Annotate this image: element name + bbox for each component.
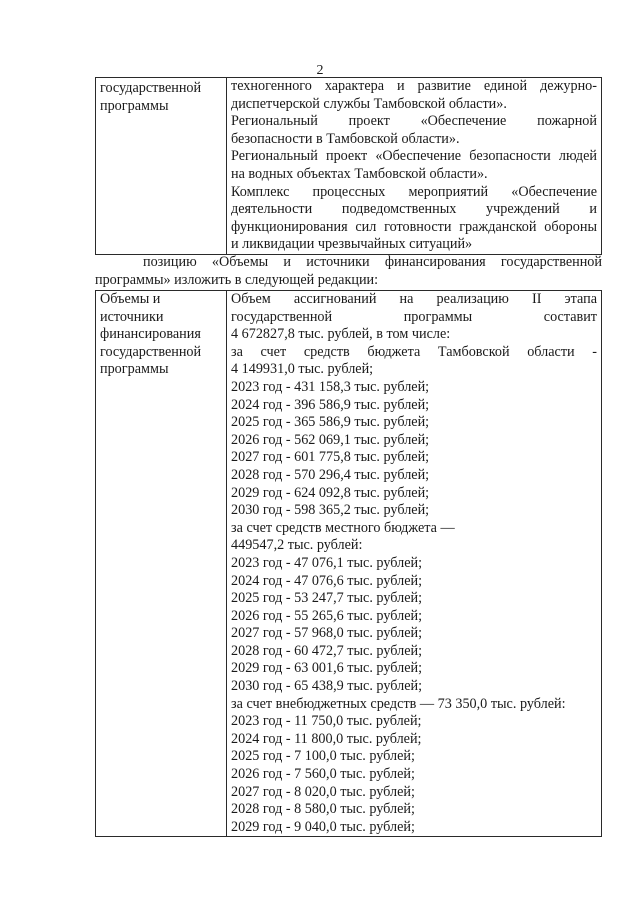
text-line: техногенного характера и развитие единой дежурно- bbox=[231, 78, 597, 94]
text-line: 2026 год - 7 560,0 тыс. рублей; bbox=[231, 766, 415, 783]
text-line: 2027 год - 601 775,8 тыс. рублей; bbox=[231, 449, 430, 466]
text-line: 2029 год - 63 001,6 тыс. рублей; bbox=[231, 660, 423, 677]
paragraph-line: позицию «Объемы и источники финансирования государственной bbox=[143, 254, 602, 270]
page-number: 2 bbox=[316, 63, 324, 78]
text-line: 2027 год - 8 020,0 тыс. рублей; bbox=[231, 783, 415, 800]
table-row bbox=[96, 291, 602, 837]
text-line: Комплекс процессных мероприятий «Обеспечение bbox=[231, 183, 597, 200]
text-line: 2028 год - 570 296,4 тыс. рублей; bbox=[231, 466, 430, 483]
row-value bbox=[231, 291, 597, 836]
text-line: 4 149931,0 тыс. рублей; bbox=[231, 361, 374, 378]
text-line: Региональный проект «Обеспечение безопасности людей bbox=[231, 148, 597, 165]
text-line: Объем ассигнований на реализацию II этапа bbox=[231, 291, 597, 307]
program-passport-table-continued bbox=[95, 77, 602, 255]
text-line: 2025 год - 365 586,9 тыс. рублей; bbox=[231, 414, 430, 431]
text-line: за счет средств местного бюджета — bbox=[231, 519, 455, 536]
row-label-cell bbox=[96, 78, 227, 255]
text-line: 2025 год - 53 247,7 тыс. рублей; bbox=[231, 590, 423, 607]
row-label bbox=[100, 291, 222, 379]
text-line: 2029 год - 9 040,0 тыс. рублей; bbox=[231, 818, 415, 835]
row-value bbox=[231, 78, 597, 254]
text-line: 2028 год - 8 580,0 тыс. рублей; bbox=[231, 801, 415, 818]
text-line: за счет внебюджетных средств — 73 350,0 тыс. рублей: bbox=[231, 695, 566, 712]
text-line: программы bbox=[100, 97, 169, 114]
text-line: Региональный проект «Обеспечение пожарной bbox=[231, 113, 597, 130]
text-line: финансирования bbox=[100, 326, 201, 343]
text-line: государственной bbox=[100, 343, 202, 360]
text-line: 2028 год - 60 472,7 тыс. рублей; bbox=[231, 642, 423, 659]
amendment-paragraph bbox=[95, 254, 602, 289]
row-value-cell bbox=[227, 78, 602, 255]
text-line: функционирования сил готовности гражданской обороны bbox=[231, 218, 597, 235]
text-line: за счет средств бюджета Тамбовской области - bbox=[231, 343, 597, 360]
text-line: 2024 год - 11 800,0 тыс. рублей; bbox=[231, 730, 422, 747]
text-line: и ликвидации чрезвычайных ситуаций» bbox=[231, 236, 473, 253]
text-line: 2024 год - 396 586,9 тыс. рублей; bbox=[231, 396, 430, 413]
table-row bbox=[96, 78, 602, 255]
text-line: 2026 год - 562 069,1 тыс. рублей; bbox=[231, 431, 430, 448]
funding-table bbox=[95, 290, 602, 837]
text-line: 4 672827,8 тыс. рублей, в том числе: bbox=[231, 326, 451, 343]
text-line: безопасности в Тамбовской области». bbox=[231, 130, 460, 147]
text-line: 2023 год - 431 158,3 тыс. рублей; bbox=[231, 378, 430, 395]
text-line: 2024 год - 47 076,6 тыс. рублей; bbox=[231, 572, 423, 589]
row-value-cell bbox=[227, 291, 602, 837]
row-label-cell bbox=[96, 291, 227, 837]
text-line: источники bbox=[100, 308, 164, 325]
text-line: на водных объектах Тамбовской области». bbox=[231, 165, 488, 182]
row-label bbox=[100, 80, 222, 115]
paragraph-line: программы» изложить в следующей редакции: bbox=[95, 271, 379, 288]
text-line: 2030 год - 598 365,2 тыс. рублей; bbox=[231, 502, 430, 519]
text-line: 449547,2 тыс. рублей: bbox=[231, 537, 363, 554]
text-line: 2025 год - 7 100,0 тыс. рублей; bbox=[231, 748, 415, 765]
text-line: государственной bbox=[100, 80, 202, 96]
text-line: 2027 год - 57 968,0 тыс. рублей; bbox=[231, 625, 423, 642]
text-line: программы bbox=[100, 361, 169, 378]
text-line: государственной программы составит bbox=[231, 308, 597, 325]
text-line: диспетчерской службы Тамбовской области». bbox=[231, 95, 507, 112]
text-line: 2023 год - 47 076,1 тыс. рублей; bbox=[231, 554, 423, 571]
text-line: 2029 год - 624 092,8 тыс. рублей; bbox=[231, 484, 430, 501]
text-line: деятельности подведомственных учреждений и bbox=[231, 201, 597, 218]
text-line: 2023 год - 11 750,0 тыс. рублей; bbox=[231, 713, 422, 730]
text-line: 2030 год - 65 438,9 тыс. рублей; bbox=[231, 678, 423, 695]
text-line: 2026 год - 55 265,6 тыс. рублей; bbox=[231, 607, 423, 624]
text-line: Объемы и bbox=[100, 291, 161, 307]
